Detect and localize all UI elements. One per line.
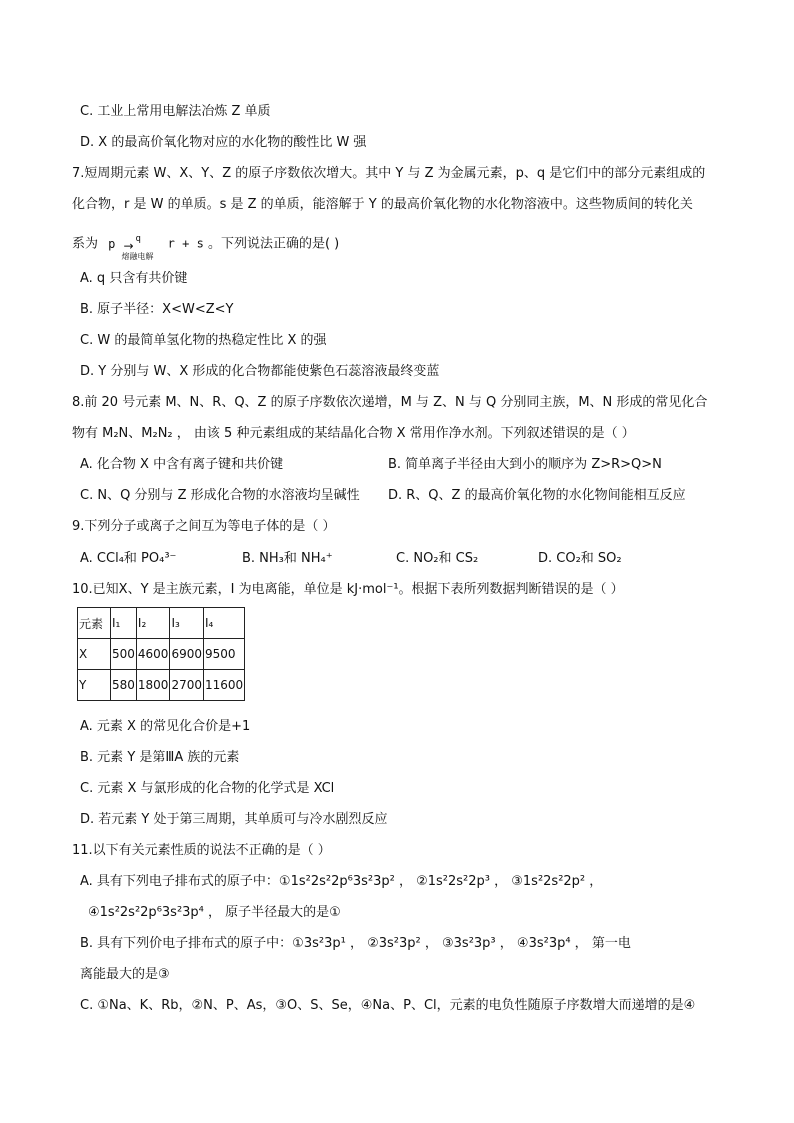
q8-stem-line1: 8.前 20 号元素 M、N、R、Q、Z 的原子序数依次递增，M 与 Z、N 与 Q 分别同主族，M、N 形成的常见化合 (72, 395, 708, 410)
reaction-left: p (108, 236, 116, 251)
q7-stem-post: 。下列说法正确的是( ) (207, 236, 340, 252)
table-cell: 4600 (136, 639, 170, 670)
q7-option-d: D. Y 分别与 W、X 形成的化合物都能使紫色石蕊溶液最终变蓝 (80, 364, 440, 379)
q7-option-a: A. q 只含有共价键 (80, 271, 188, 286)
q6-option-c: C. 工业上常用电解法冶炼 Z 单质 (80, 104, 271, 119)
table-header-row (78, 608, 245, 639)
q9-option-c: C. NO₂和 CS₂ (396, 551, 479, 566)
table-header-cell: I₁ (111, 608, 137, 639)
q10-option-a: A. 元素 X 的常见化合价是+1 (80, 719, 251, 734)
reaction-condition: 熔融电解 (121, 252, 154, 261)
q8-option-a: A. 化合物 X 中含有离子键和共价键 (80, 457, 284, 472)
q8-option-d: D. R、Q、Z 的最高价氧化物的水化物间能相互反应 (388, 488, 686, 503)
table-cell: 2700 (170, 670, 204, 701)
table-cell: 1800 (136, 670, 170, 701)
q11-stem: 11.以下有关元素性质的说法不正确的是（ ） (72, 843, 331, 858)
reaction-right: r + s (167, 236, 204, 251)
reaction-arrow-group (121, 232, 162, 261)
q10-option-c: C. 元素 X 与氯形成的化合物的化学式是 XCl (80, 781, 335, 796)
table-cell: 580 (111, 670, 137, 701)
q6-option-d: D. X 的最高价氧化物对应的水化物的酸性比 W 强 (80, 135, 367, 150)
table-cell: 11600 (204, 670, 245, 701)
q8-option-c: C. N、Q 分别与 Z 形成化合物的水溶液均呈碱性 (80, 488, 360, 503)
table-cell: 6900 (170, 639, 204, 670)
reaction-top: q (135, 234, 141, 244)
q7-stem-pre: 系为 (72, 236, 99, 252)
q8-option-b: B. 简单离子半径由大到小的顺序为 Z>R>Q>N (388, 457, 662, 472)
table-cell: 9500 (204, 639, 245, 670)
table-cell: 500 (111, 639, 137, 670)
table-cell: X (78, 639, 111, 670)
q7-option-c: C. W 的最简单氢化物的热稳定性比 X 的强 (80, 333, 327, 348)
ionization-energy-table (77, 607, 245, 701)
q7-stem-line2: 化合物，r 是 W 的单质。s 是 Z 的单质，能溶解于 Y 的最高价氧化物的水化物溶液中。这些物质间的转化关 (72, 197, 693, 212)
table-row (78, 639, 245, 670)
q9-stem: 9.下列分子或离子之间互为等电子体的是（ ） (72, 519, 336, 534)
q9-option-d: D. CO₂和 SO₂ (538, 551, 622, 566)
q8-stem-line2: 物有 M₂N、M₂N₂ ， 由该 5 种元素组成的某结晶化合物 X 常用作净水剂。下列叙述错误的是（ ） (72, 426, 635, 441)
q11-option-a-line1: A. 具有下列电子排布式的原子中：①1s²2s²2p⁶3s²3p² ， ②1s²2s²2p³ ， ③1s²2s²2p² ， (80, 874, 603, 889)
q10-option-b: B. 元素 Y 是第ⅢA 族的元素 (80, 750, 240, 765)
table-cell: Y (78, 670, 111, 701)
q9-option-b: B. NH₃和 NH₄⁺ (242, 551, 333, 566)
q11-option-a-line2: ④1s²2s²2p⁶3s²3p⁴ ， 原子半径最大的是① (88, 905, 341, 920)
reaction-arrow: → (123, 239, 134, 253)
table-header-cell: 元素 (78, 608, 111, 639)
table-header-cell: I₄ (204, 608, 245, 639)
q7-stem-line1: 7.短周期元素 W、X、Y、Z 的原子序数依次增大。其中 Y 与 Z 为金属元素，p、q 是它们中的部分元素组成的 (72, 166, 706, 181)
table-header-cell: I₃ (170, 608, 204, 639)
q9-option-a: A. CCl₄和 PO₄³⁻ (80, 551, 177, 566)
q10-stem: 10.已知X、Y 是主族元素，I 为电离能，单位是 kJ·mol⁻¹。根据下表所列数据判断错误的是（ ） (72, 582, 624, 597)
table-row (78, 670, 245, 701)
q11-option-b-line1: B. 具有下列价电子排布式的原子中：①3s²3p¹ ， ②3s²3p² ， ③3s²3p³ ， ④3s²3p⁴ ， 第一电 (80, 936, 631, 951)
q10-option-d: D. 若元素 Y 处于第三周期，其单质可与冷水剧烈反应 (80, 812, 388, 827)
table-header-cell: I₂ (136, 608, 170, 639)
q7-option-b: B. 原子半径：X<W<Z<Y (80, 302, 234, 317)
q11-option-b-line2: 离能最大的是③ (80, 967, 170, 982)
q7-stem-line3 (72, 232, 340, 261)
q11-option-c: C. ①Na、K、Rb，②N、P、As，③O、S、Se，④Na、P、Cl，元素的电负性随原子序数增大而递增的是④ (80, 998, 696, 1013)
